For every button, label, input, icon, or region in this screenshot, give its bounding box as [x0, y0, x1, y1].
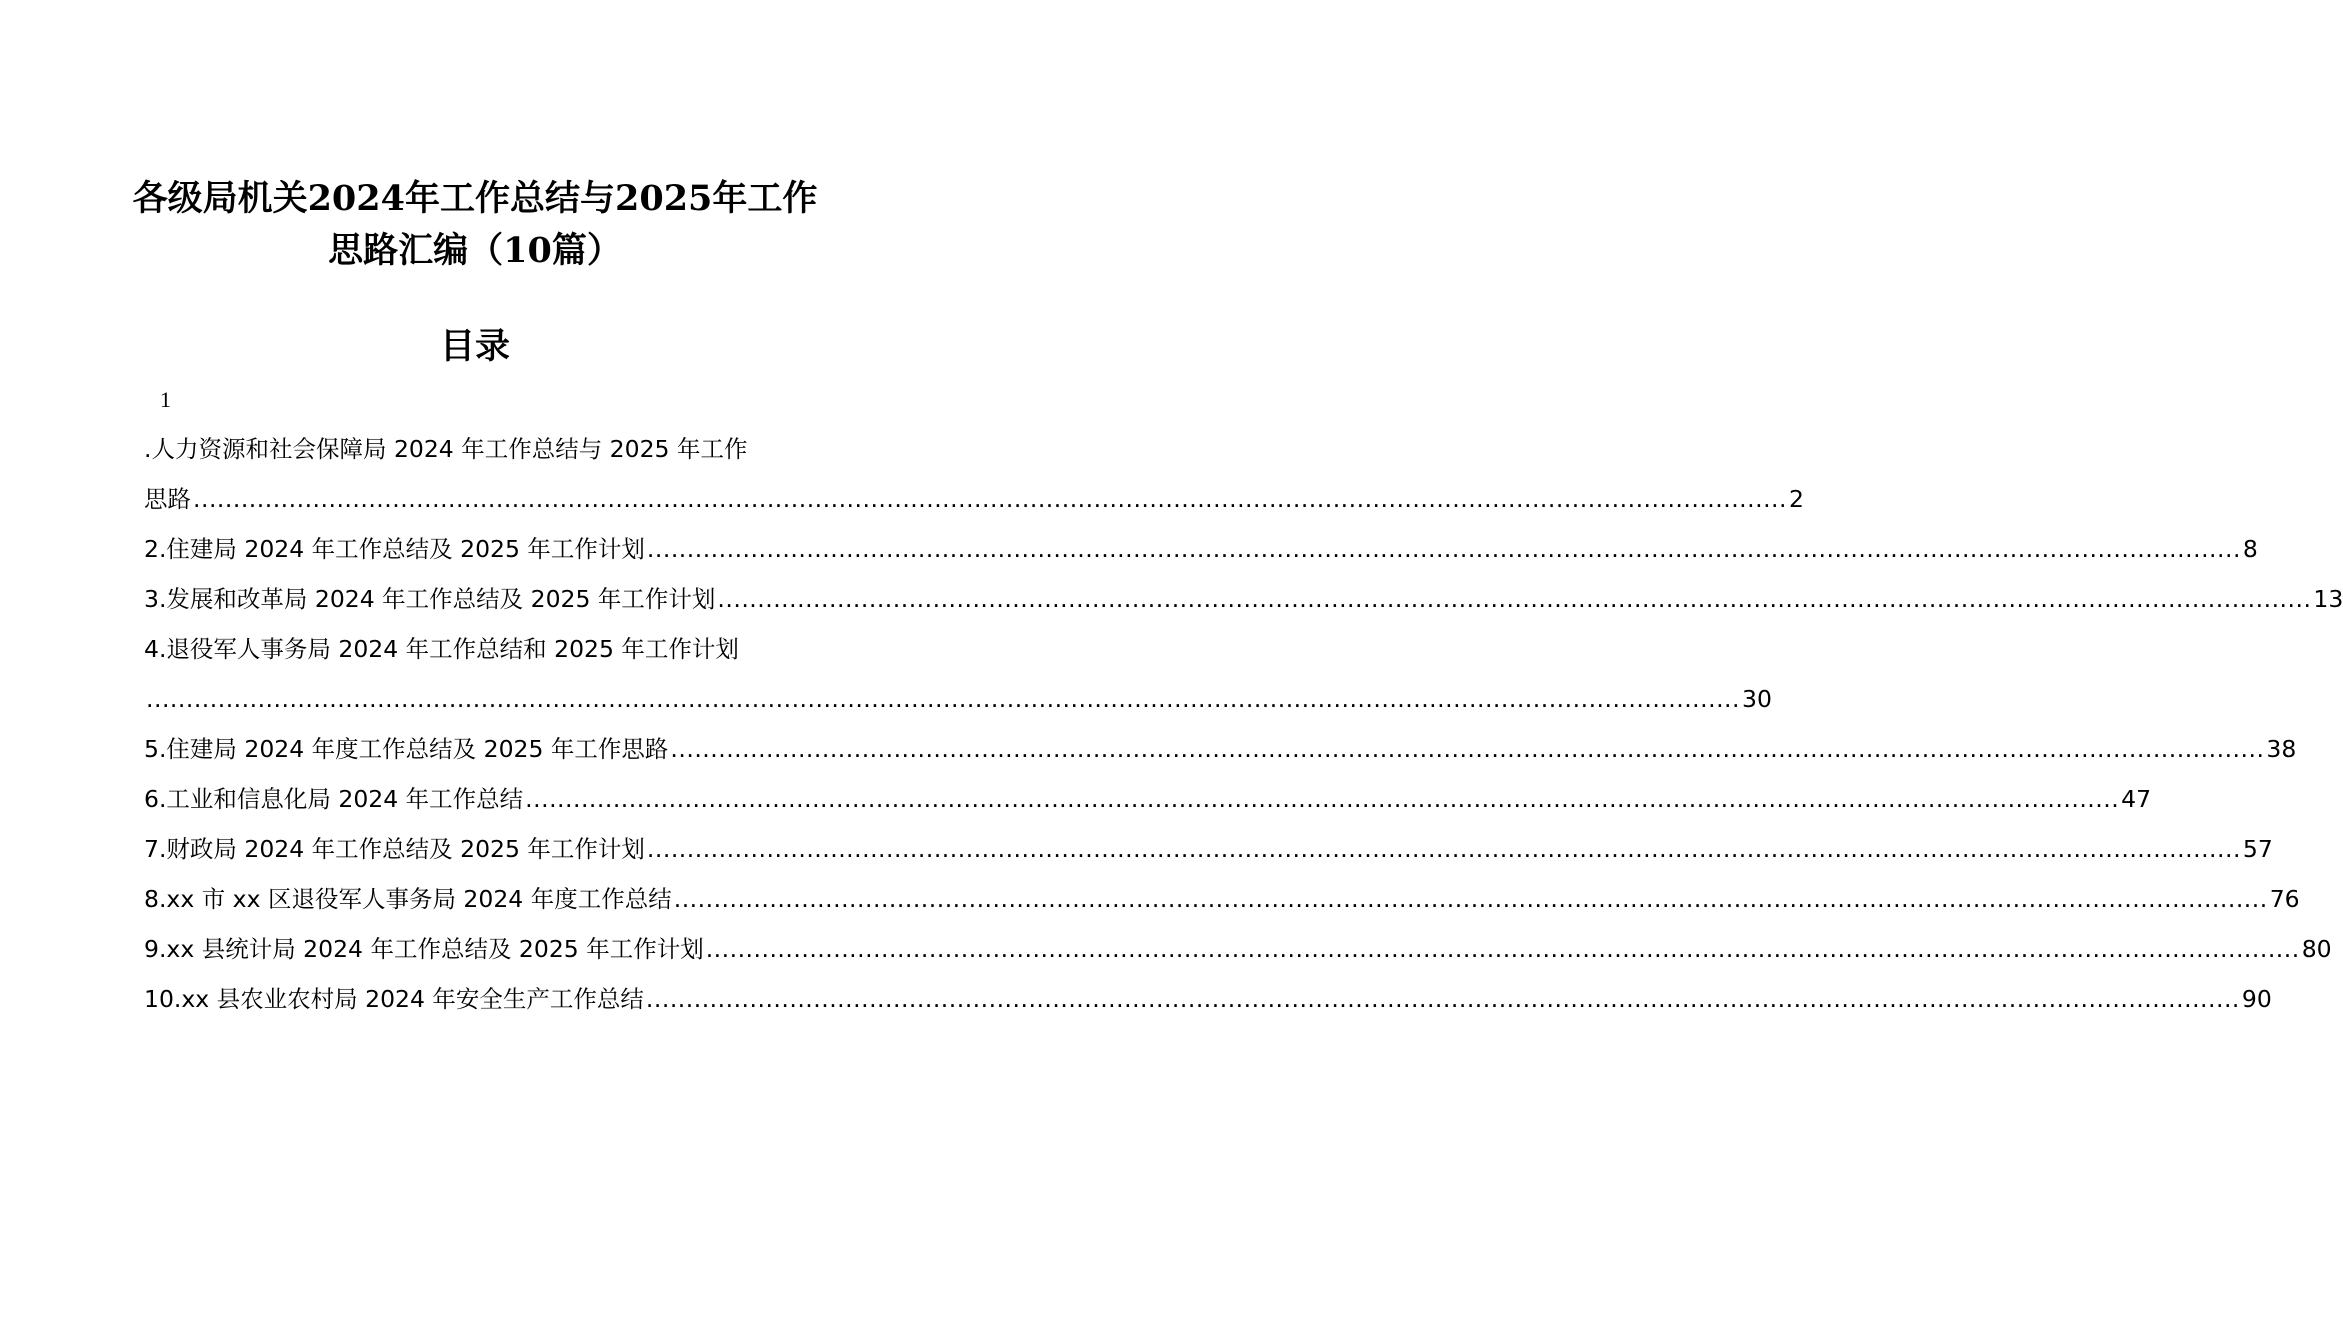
- toc-entry[interactable]: [144, 924, 2332, 974]
- toc-entry-page: 76: [2269, 885, 2300, 913]
- toc-entry[interactable]: [144, 774, 2152, 824]
- table-of-contents: [144, 424, 2343, 1024]
- toc-entry-page: 38: [2266, 735, 2297, 763]
- toc-entry-title: 2.住建局 2024 年工作总结及 2025 年工作计划: [144, 535, 645, 563]
- toc-entry-page: 90: [2241, 985, 2272, 1013]
- toc-leader-dots: ........................................................................................................................................................................................................: [645, 985, 2240, 1013]
- toc-leader-dots: ........................................................................................................................................................................................................: [717, 585, 2312, 613]
- toc-entry-title: 9.xx 县统计局 2024 年工作总结及 2025 年工作计划: [144, 935, 704, 963]
- toc-entry-title: 5.住建局 2024 年度工作总结及 2025 年工作思路: [144, 735, 669, 763]
- toc-entry[interactable]: [144, 624, 806, 674]
- toc-leader-dots: ........................................................................................................................................................................................................: [525, 785, 2120, 813]
- toc-leader-dots: ........................................................................................................................................................................................................: [670, 735, 2265, 763]
- toc-entry-title: 6.工业和信息化局 2024 年工作总结: [144, 785, 524, 813]
- toc-heading: 目录: [439, 326, 510, 367]
- toc-entry[interactable]: [144, 824, 2273, 874]
- toc-entry-title: 10.xx 县农业农村局 2024 年安全生产工作总结: [144, 985, 644, 1013]
- toc-leader-dots: ........................................................................................................................................................................................................: [646, 535, 2241, 563]
- toc-leader-dots: ........................................................................................................................................................................................................: [193, 485, 1787, 513]
- toc-entry[interactable]: [144, 874, 2300, 924]
- toc-first-number: 1: [160, 387, 171, 412]
- document-title-line-1: 各级局机关2024年工作总结与2025年工作: [132, 178, 818, 219]
- toc-entry[interactable]: [144, 974, 2272, 1024]
- toc-leader-dots: ........................................................................................................................................................................................................: [705, 935, 2300, 963]
- toc-entry-page: 47: [2121, 785, 2152, 813]
- toc-entry[interactable]: [144, 474, 1804, 524]
- toc-entry[interactable]: [144, 724, 2297, 774]
- toc-entry-page: 57: [2242, 835, 2273, 863]
- toc-entry[interactable]: [144, 574, 2343, 624]
- toc-leader-dots: ........................................................................................................................................................................................................: [646, 835, 2241, 863]
- toc-entry-title: 7.财政局 2024 年工作总结及 2025 年工作计划: [144, 835, 645, 863]
- toc-leader-dots: ........................................................................................................................................................................................................: [146, 685, 1740, 713]
- toc-entry-title: 4.退役军人事务局 2024 年工作总结和 2025 年工作计划: [144, 635, 739, 663]
- toc-entry-title: 8.xx 市 xx 区退役军人事务局 2024 年度工作总结: [144, 885, 672, 913]
- toc-entry[interactable]: [144, 424, 806, 474]
- toc-leader-dots: ........................................................................................................................................................................................................: [673, 885, 2268, 913]
- toc-entry[interactable]: [144, 524, 2258, 574]
- toc-entry-title: 3.发展和改革局 2024 年工作总结及 2025 年工作计划: [144, 585, 716, 613]
- toc-entry-title: .人力资源和社会保障局 2024 年工作总结与 2025 年工作: [144, 435, 748, 463]
- toc-entry-page: 13: [2313, 585, 2343, 613]
- toc-entry[interactable]: [144, 674, 1772, 724]
- toc-entry-page: 2: [1789, 485, 1804, 513]
- toc-entry-page: 80: [2301, 935, 2332, 963]
- toc-entry-page: 30: [1742, 685, 1772, 713]
- toc-entry-title: 思路: [144, 485, 191, 513]
- document-title-line-2: 思路汇编（10篇）: [328, 230, 622, 271]
- toc-entry-page: 8: [2242, 535, 2258, 563]
